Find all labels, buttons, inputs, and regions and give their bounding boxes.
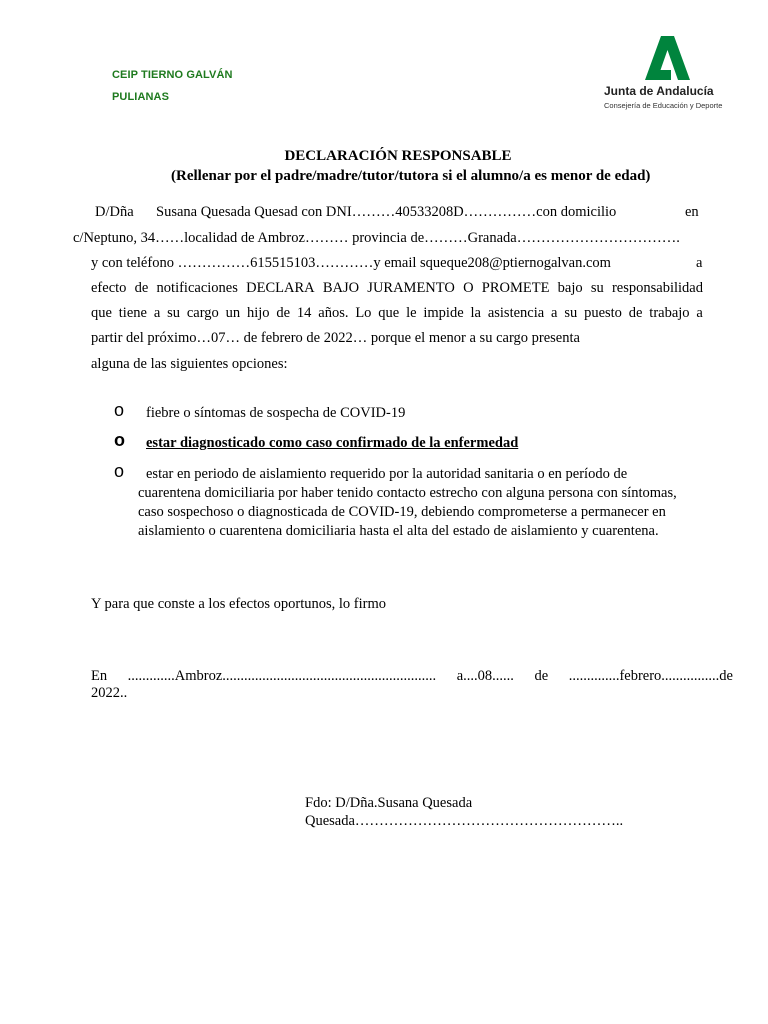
body-line-3-end: a [696, 255, 703, 271]
body-line-1-label: D/Dña [95, 204, 134, 220]
logo-subtitle: Consejería de Educación y Deporte [604, 101, 723, 110]
option-1-bullet: o [114, 400, 125, 420]
option-3-line-1: estar en periodo de aislamiento requerido por la autoridad sanitaria o en período de [146, 466, 628, 482]
junta-logo-icon [632, 34, 690, 82]
body-line-1-text: Susana Quesada Quesad con DNI………40533208D……………con domicilio [156, 204, 617, 220]
date-year: 2022.. [91, 685, 128, 701]
school-town: PULIANAS [112, 91, 170, 103]
date-line: En .............Ambroz........................................................... a....08...... de ..............febrero................de [91, 668, 733, 684]
option-3-line-3: caso sospechoso o diagnosticada de COVID-19, debiendo comprometerse a permanecer en [138, 504, 666, 520]
signature-line-2: Quesada……………………………………………….. [305, 813, 624, 829]
option-3-bullet: o [114, 461, 125, 481]
option-2-text: estar diagnosticado como caso confirmado de la enfermedad [146, 435, 519, 451]
junta-andalucia-logo [600, 32, 724, 112]
body-line-1-end: en [685, 204, 699, 220]
option-3-line-4: aislamiento o cuarentena domiciliaria hasta el alta del estado de aislamiento y cuarentena. [138, 523, 659, 539]
option-1-text: fiebre o síntomas de sospecha de COVID-19 [146, 405, 406, 421]
page-subtitle: (Rellenar por el padre/madre/tutor/tutora si el alumno/a es menor de edad) [171, 168, 651, 184]
closing-text: Y para que conste a los efectos oportunos, lo firmo [91, 596, 387, 612]
body-line-2: c/Neptuno, 34……localidad de Ambroz……… provincia de………Granada……………………………. [73, 230, 680, 246]
body-line-5: que tiene a su cargo un hijo de 14 años. Lo que le impide la asistencia a su puesto de trabajo a [91, 305, 703, 321]
option-3-line-2: cuarentena domiciliaria por haber tenido contacto estrecho con alguna persona con síntomas, [138, 485, 677, 501]
school-name: CEIP TIERNO GALVÁN [112, 69, 233, 81]
body-line-7: alguna de las siguientes opciones: [91, 356, 288, 372]
signature-line-1: Fdo: D/Dña.Susana Quesada [305, 795, 473, 811]
body-line-3-text: y con teléfono ……………615515103…………y email squeque208@ptiernogalvan.com [91, 255, 611, 271]
page-title: DECLARACIÓN RESPONSABLE [284, 148, 512, 164]
body-line-6: partir del próximo…07… de febrero de 2022… porque el menor a su cargo presenta [91, 330, 580, 346]
logo-name: Junta de Andalucía [604, 84, 714, 98]
body-line-4: efecto de notificaciones DECLARA BAJO JURAMENTO O PROMETE bajo su responsabilidad [91, 280, 703, 296]
option-2-bullet: o [114, 430, 125, 450]
